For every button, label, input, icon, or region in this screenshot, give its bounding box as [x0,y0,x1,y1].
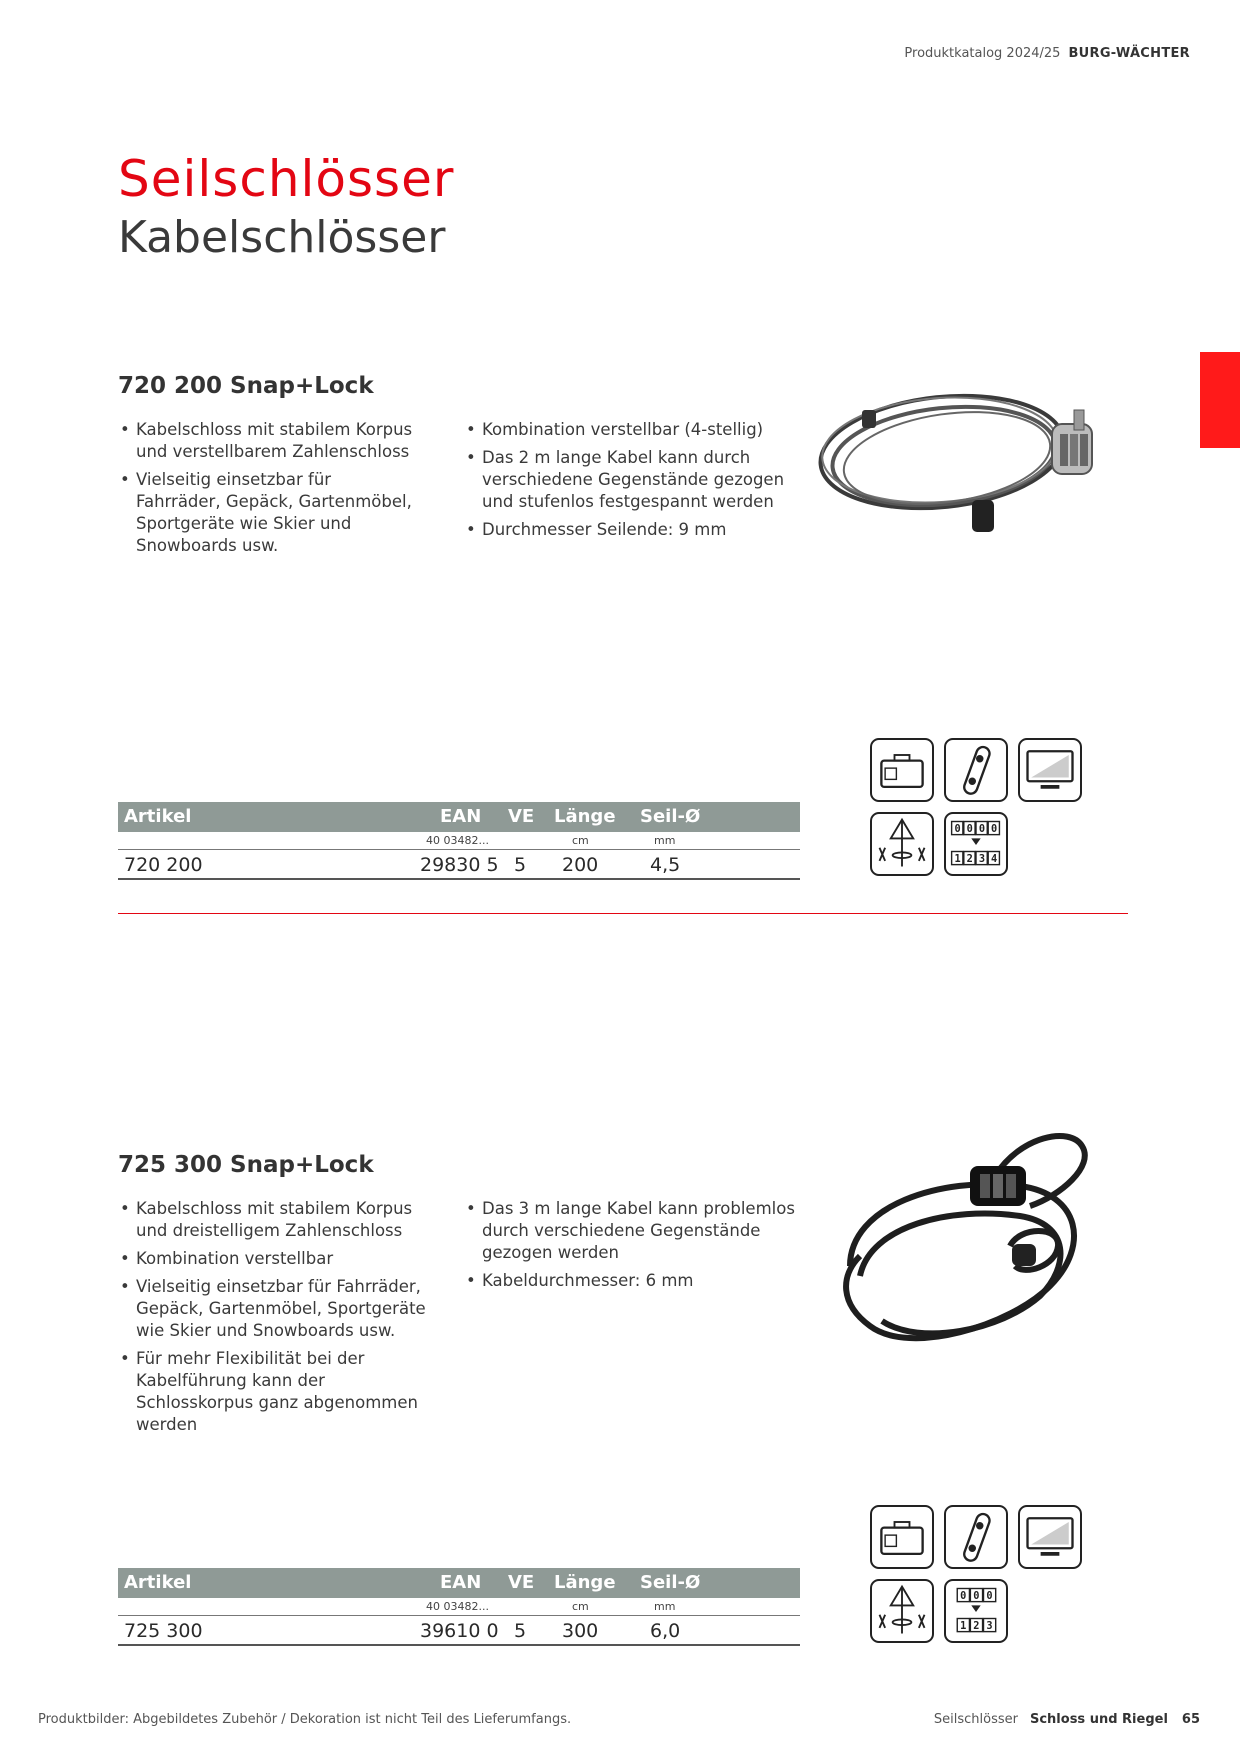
luggage-icon [870,1505,934,1569]
cell-ean: 39610 0 [420,1620,499,1642]
page-footer [934,1712,1200,1727]
garden-furniture-icon [870,812,934,876]
feature-item: • Kabelschloss mit stabilem Korpus und verstellbarem Zahlenschloss [118,419,418,463]
monitor-icon [1018,738,1082,802]
footer-note: Produktbilder: Abgebildetes Zubehör / Dekoration ist nicht Teil des Lieferumfangs. [38,1712,572,1727]
cell-seil: 4,5 [650,854,681,876]
page-header [904,46,1190,61]
snowboard-icon [944,738,1008,802]
chapter-tab-marker [1200,352,1240,448]
header-seil: Seil-Ø [640,806,701,827]
combo-digit: 2 [973,1619,980,1632]
table-header [118,802,800,832]
article-table-720-200 [118,802,800,880]
header-artikel: Artikel [124,1572,192,1593]
cell-ve: 5 [514,1620,527,1642]
feature-item: • Das 3 m lange Kabel kann problemlos durch verschiedene Gegenstände gezogen werden [464,1198,804,1264]
unit-ean: 40 03482... [426,834,489,847]
cell-ean: 29830 5 [420,854,499,876]
unit-laenge: cm [572,834,589,847]
page-number: 65 [1181,1712,1200,1727]
combo-digit: 0 [954,822,961,835]
monitor-icon [1018,1505,1082,1569]
feature-item: • Kabeldurchmesser: 6 mm [464,1270,804,1292]
table-units [118,1598,800,1616]
header-ean: EAN [440,806,482,827]
unit-laenge: cm [572,1600,589,1613]
feature-list-left [118,419,418,563]
page-subtitle: Kabelschlösser [118,212,446,263]
combo-digit: 2 [966,852,973,865]
combo-digit: 3 [986,1619,993,1632]
combination-4-digit-icon [944,812,1008,876]
section-divider [118,913,1128,914]
table-header [118,1568,800,1598]
page-title: Seilschlösser [118,150,455,208]
header-ean: EAN [440,1572,482,1593]
unit-seil: mm [654,1600,676,1613]
cell-artikel: 725 300 [124,1620,203,1642]
cell-laenge: 200 [562,854,599,876]
garden-furniture-icon [870,1579,934,1643]
header-laenge: Länge [554,806,616,827]
unit-seil: mm [654,834,676,847]
cell-laenge: 300 [562,1620,599,1642]
header-artikel: Artikel [124,806,192,827]
combo-digit: 0 [978,822,986,835]
combo-digit: 0 [966,822,973,835]
product-name: 720 200 Snap+Lock [118,373,374,399]
feature-item: • Vielseitig einsetzbar für Fahrräder, Gepäck, Gartenmöbel, Sportgeräte wie Skier und Snowboards usw. [118,1276,438,1342]
combo-digit: 0 [973,1589,980,1602]
luggage-icon [870,738,934,802]
header-ve: VE [508,1572,535,1593]
table-row [118,850,800,880]
footer-section: Seilschlösser [933,1712,1018,1727]
cell-ve: 5 [514,854,527,876]
combination-3-digit-icon [944,1579,1008,1643]
feature-item: • Kombination verstellbar [118,1248,438,1270]
header-laenge: Länge [554,1572,616,1593]
combo-digit: 0 [960,1589,967,1602]
unit-ean: 40 03482... [426,1600,489,1613]
snowboard-icon [944,1505,1008,1569]
article-table-725-300 [118,1568,800,1646]
combo-digit: 1 [960,1619,967,1632]
feature-item: • Das 2 m lange Kabel kann durch verschiedene Gegenstände gezogen und stufenlos festgespannt werden [464,447,804,513]
header-seil: Seil-Ø [640,1572,701,1593]
feature-item: • Für mehr Flexibilität bei der Kabelführung kann der Schlosskorpus ganz abgenommen werden [118,1348,438,1436]
combo-digit: 1 [954,852,961,865]
header-ve: VE [508,806,535,827]
catalog-label: Produktkatalog 2024/25 [904,46,1061,61]
feature-list-right [464,1198,804,1298]
combo-digit: 4 [991,852,998,865]
cell-seil: 6,0 [650,1620,681,1642]
feature-list-left [118,1198,438,1442]
footer-chapter: Schloss und Riegel [1029,1712,1168,1727]
product-name: 725 300 Snap+Lock [118,1152,374,1178]
combo-digit: 3 [978,852,986,865]
product-image-720-200 [812,372,1132,552]
combo-digit: 0 [991,822,998,835]
brand-name: BURG-WÄCHTER [1068,46,1190,61]
table-units [118,832,800,850]
product-image-725-300 [820,1126,1110,1376]
feature-item: • Kombination verstellbar (4-stellig) [464,419,804,441]
feature-item: • Durchmesser Seilende: 9 mm [464,519,804,541]
cell-artikel: 720 200 [124,854,203,876]
combo-digit: 0 [986,1589,993,1602]
feature-list-right [464,419,804,547]
feature-item: • Kabelschloss mit stabilem Korpus und dreistelligem Zahlenschloss [118,1198,438,1242]
feature-item: • Vielseitig einsetzbar für Fahrräder, Gepäck, Gartenmöbel, Sportgeräte wie Skier und Snowboards usw. [118,469,418,557]
table-row [118,1616,800,1646]
